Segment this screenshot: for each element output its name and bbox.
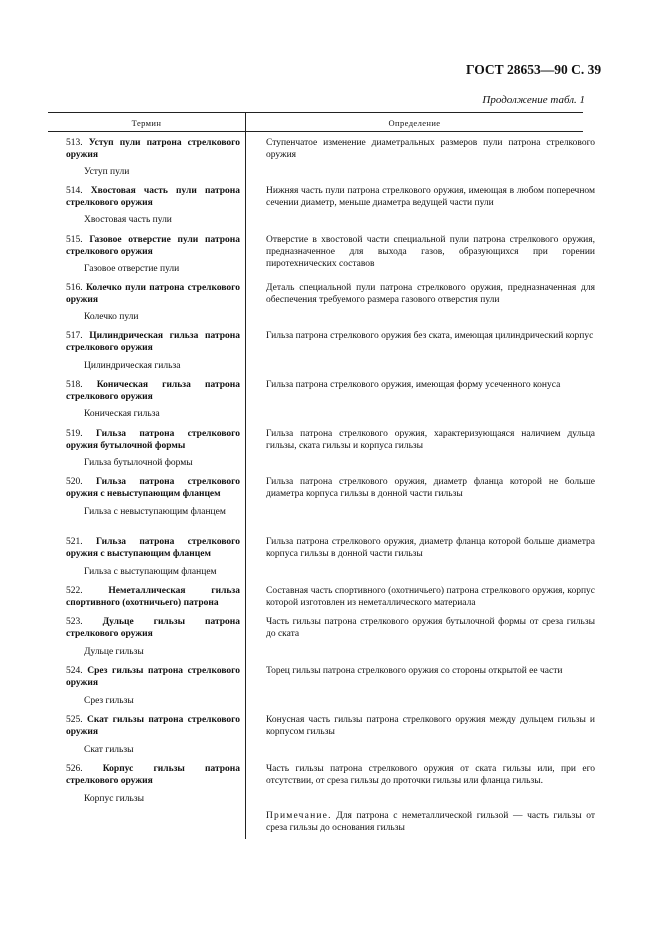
term-524: 524. Срез гильзы патрона стрелкового оружия — [66, 666, 241, 688]
note-text: Для патрона с неметаллической гильзой — часть гильзы от среза гильзы до основания гильзы — [266, 811, 595, 833]
synonym-518: Коническая гильза — [84, 409, 160, 419]
definition-514: Нижняя часть пули патрона стрелкового оружия, имеющая в любом поперечном сечении диаметр, меньше диаметра ведущей части пули — [266, 186, 595, 208]
synonym-513: Уступ пули — [84, 167, 130, 177]
definition-519: Гильза патрона стрелкового оружия, характеризующаяся наличием дульца гильзы, ската гильзы и корпуса гильзы — [266, 429, 595, 451]
table-header-rule — [48, 131, 583, 132]
definition-520: Гильза патрона стрелкового оружия, диаметр фланца которой не больше диаметра корпуса гильзы в донной части гильзы — [266, 477, 595, 499]
term-516: 516. Колечко пули патрона стрелкового оружия — [66, 283, 240, 305]
definition-515: Отверстие в хвостовой части специальной пули патрона стрелкового оружия, предназначенное для выхода газов, образующихся при горении пиротехнических составов — [266, 235, 595, 269]
term-522: 522. Неметаллическая гильза спортивного (охотничьего) патрона — [66, 586, 240, 608]
synonym-520: Гильза с невыступающим фланцем — [84, 507, 226, 517]
term-525: 525. Скат гильзы патрона стрелкового оружия — [66, 715, 241, 737]
synonym-517: Цилиндрическая гильза — [84, 361, 181, 371]
column-header-term: Термин — [131, 118, 162, 128]
definition-525: Конусная часть гильзы патрона стрелкового оружия между дульцем гильзы и корпусом гильзы — [266, 715, 595, 737]
term-513: 513. Уступ пули патрона стрелкового оружия — [66, 138, 240, 160]
synonym-525: Скат гильзы — [84, 745, 134, 755]
synonym-521: Гильза с выступающим фланцем — [84, 567, 217, 577]
definition-523: Часть гильзы патрона стрелкового оружия бутылочной формы от среза гильзы до ската — [266, 617, 595, 639]
term-518: 518. Коническая гильза патрона стрелкового оружия — [66, 380, 241, 402]
synonym-514: Хвостовая часть пули — [84, 215, 172, 225]
synonym-524: Срез гильзы — [84, 696, 134, 706]
definition-513: Ступенчатое изменение диаметральных размеров пули патрона стрелкового оружия — [266, 138, 595, 160]
term-523: 523. Дульце гильзы патрона стрелкового оружия — [66, 617, 240, 639]
synonym-516: Колечко пули — [84, 312, 139, 322]
definition-517: Гильза патрона стрелкового оружия без ската, имеющая цилиндрический корпус — [266, 331, 594, 341]
definition-521: Гильза патрона стрелкового оружия, диаметр фланца которой больше диаметра корпуса гильзы в донной части гильзы — [266, 537, 595, 559]
note-label: Примечание. — [266, 811, 332, 821]
column-header-definition: Определение — [388, 118, 441, 128]
synonym-515: Газовое отверстие пули — [84, 264, 180, 274]
page-header: ГОСТ 28653—90 С. 39 — [466, 62, 602, 77]
definition-522: Составная часть спортивного (охотничьего) патрона стрелкового оружия, корпус которой изготовлен из неметаллического материала — [266, 586, 595, 608]
table-continuation-label: Продолжение табл. 1 — [482, 94, 585, 106]
term-519: 519. Гильза патрона стрелкового оружия бутылочной формы — [66, 429, 240, 451]
definition-516: Деталь специальной пули патрона стрелкового оружия, предназначенная для обеспечения требуемого размера газового отверстия пули — [266, 283, 595, 305]
synonym-519: Гильза бутылочной формы — [84, 458, 193, 468]
definition-526: Часть гильзы патрона стрелкового оружия от ската гильзы или, при его отсутствии, от среза гильзы до проточки гильзы или фланца гильзы. — [266, 764, 595, 786]
term-521: 521. Гильза патрона стрелкового оружия с выступающим фланцем — [66, 537, 240, 559]
term-526: 526. Корпус гильзы патрона стрелкового оружия — [66, 764, 240, 786]
table-note — [250, 810, 595, 834]
term-515: 515. Газовое отверстие пули патрона стрелкового оружия — [66, 235, 240, 257]
term-517: 517. Цилиндрическая гильза патрона стрелкового оружия — [66, 331, 240, 353]
synonym-526: Корпус гильзы — [84, 794, 144, 804]
definition-524: Торец гильзы патрона стрелкового оружия со стороны открытой ее части — [266, 666, 563, 676]
term-514: 514. Хвостовая часть пули патрона стрелкового оружия — [66, 186, 241, 208]
term-520: 520. Гильза патрона стрелкового оружия с невыступающим фланцем — [66, 477, 240, 499]
synonym-523: Дульце гильзы — [84, 647, 144, 657]
table-top-rule — [48, 112, 583, 113]
definition-518: Гильза патрона стрелкового оружия, имеющая форму усеченного конуса — [266, 380, 561, 390]
column-divider — [245, 112, 246, 839]
